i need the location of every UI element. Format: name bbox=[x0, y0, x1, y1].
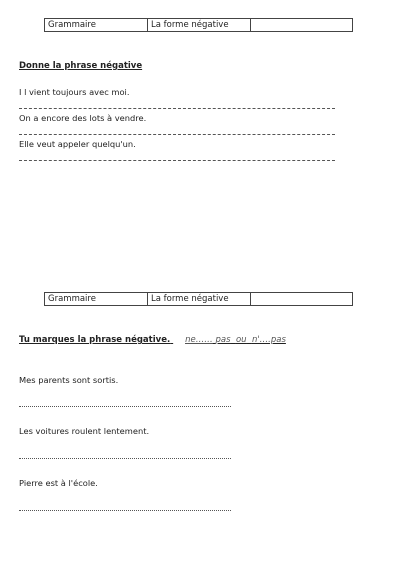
hint-pas: pas bbox=[215, 335, 231, 345]
answer-line-1[interactable] bbox=[19, 108, 335, 109]
answer-line-3[interactable] bbox=[19, 160, 335, 161]
answer-line-2[interactable] bbox=[19, 134, 335, 135]
exercise2-sentence-2: Les voitures roulent lentement. bbox=[19, 426, 150, 436]
section2-title-text: Tu marques la phrase négative. bbox=[19, 335, 171, 345]
empty-cell bbox=[251, 19, 352, 31]
header-table-top bbox=[44, 18, 353, 32]
section2-title bbox=[19, 335, 286, 345]
exercise1-sentence-1: I l vient toujours avec moi. bbox=[19, 87, 130, 97]
header-table-bottom bbox=[44, 292, 353, 306]
section1-title: Donne la phrase négative bbox=[19, 61, 143, 71]
subject-cell: Grammaire bbox=[45, 19, 148, 31]
topic-cell: La forme négative bbox=[148, 19, 251, 31]
subject-cell: Grammaire bbox=[45, 293, 148, 305]
topic-cell: La forme négative bbox=[148, 293, 251, 305]
answer-line-6[interactable] bbox=[19, 510, 231, 511]
answer-line-4[interactable] bbox=[19, 406, 231, 407]
exercise1-sentence-3: Elle veut appeler quelqu'un. bbox=[19, 139, 136, 149]
empty-cell bbox=[251, 293, 352, 305]
exercise1-sentence-2: On a encore des lots à vendre. bbox=[19, 113, 147, 123]
negation-hint bbox=[185, 335, 286, 345]
exercise2-sentence-1: Mes parents sont sortis. bbox=[19, 375, 119, 385]
answer-line-5[interactable] bbox=[19, 458, 231, 459]
hint-ne: ne…… bbox=[185, 335, 213, 345]
hint-ou: ou bbox=[235, 335, 247, 345]
hint-n-pas: n'….pas bbox=[251, 335, 286, 345]
exercise2-sentence-3: Pierre est à l'école. bbox=[19, 478, 98, 488]
